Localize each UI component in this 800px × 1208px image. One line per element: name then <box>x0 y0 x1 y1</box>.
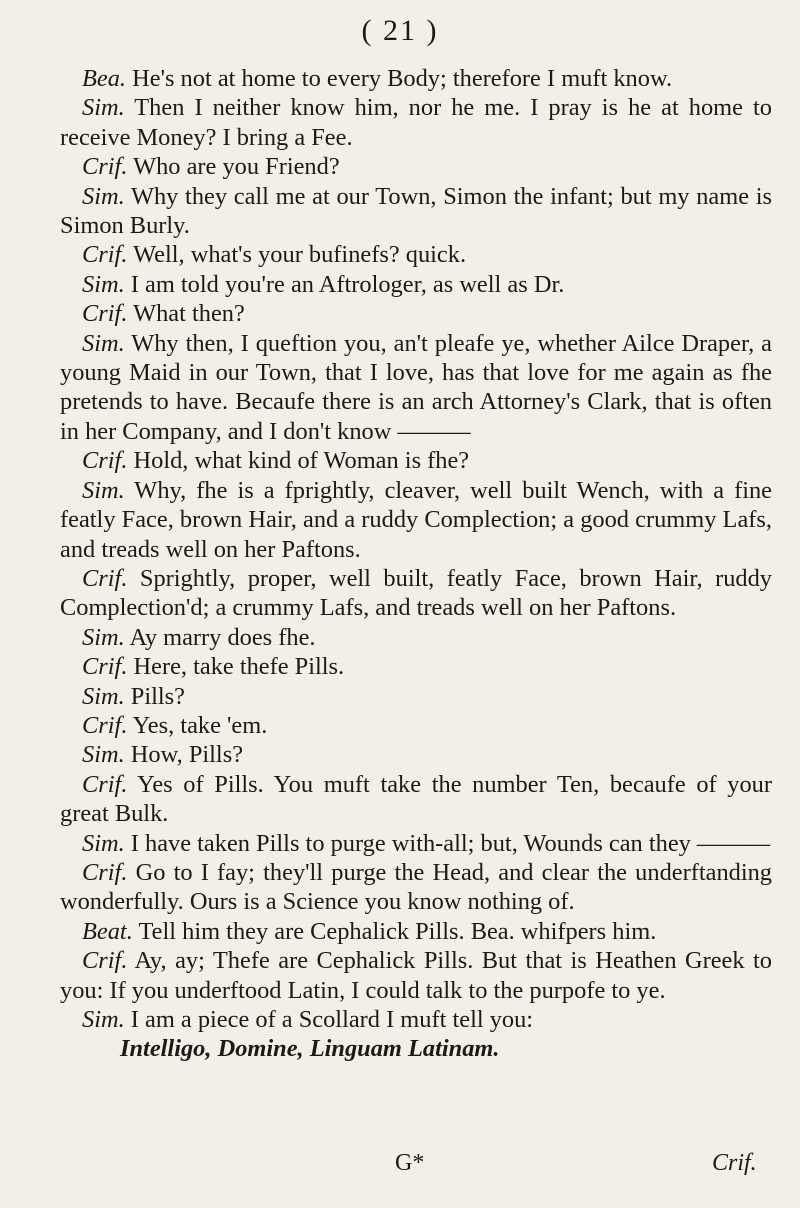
speech-19 <box>60 858 772 917</box>
latin-line: Intelligo, Domine, Linguam Latinam. <box>120 1035 500 1063</box>
speech-1 <box>60 64 772 93</box>
speech-2 <box>60 93 772 152</box>
speaker-name: Crif. <box>82 564 128 592</box>
speech-text: Well, what's your bufinefs? quick. <box>127 241 467 269</box>
speaker-name: Sim. <box>82 623 125 651</box>
speech-text: Ay marry does fhe. <box>124 623 316 651</box>
speech-text: Sprightly, proper, well built, featly Face, brown Hair, ruddy Complection'd; a crummy Lafs, and treads well on her Paftons. <box>60 564 772 622</box>
speech-text: Yes of Pills. You muft take the number Ten, becaufe of your great Bulk. <box>60 770 772 828</box>
speaker-name: Sim. <box>82 1006 125 1033</box>
speech-text: How, Pills? <box>124 741 244 769</box>
speech-6 <box>60 270 772 299</box>
signature-mark: G* <box>395 1150 425 1176</box>
speech-text: I have taken Pills to purge with-all; but, Wounds can they ——— <box>124 829 771 857</box>
speech-11 <box>60 564 772 623</box>
speaker-name: Sim. <box>82 741 125 769</box>
speaker-name: Crif. <box>82 447 128 475</box>
catchword: Crif. <box>712 1150 757 1176</box>
page-number: ( 21 ) <box>361 14 439 47</box>
speaker-name: Crif. <box>82 770 128 798</box>
speech-text: Why then, I queftion you, an't pleafe ye, whether Ailce Draper, a young Maid in our Town, that I love, has that love for me again as fhe pretends to have. Becaufe there is an arch Attorney's Clark, that is often in her Company, and I don't know ——— <box>60 329 772 445</box>
speaker-name: Crif. <box>82 653 128 681</box>
speech-8 <box>60 329 772 447</box>
speaker-name: Sim. <box>82 829 125 857</box>
speech-text: Tell him they are Cephalick Pills. Bea. whifpers him. <box>132 917 657 945</box>
speech-18 <box>60 829 772 858</box>
speech-text: Why, fhe is a fprightly, cleaver, well built Wench, with a fine featly Face, brown Hair, and a ruddy Complection; a good crummy Lafs, and treads well on her Paftons. <box>60 476 772 563</box>
speech-5 <box>60 240 772 269</box>
speaker-name: Crif. <box>82 153 128 181</box>
speech-9 <box>60 446 772 475</box>
speech-3 <box>60 152 772 181</box>
speaker-name: Crif. <box>82 711 128 739</box>
speech-text: I am a piece of a Scollard I muft tell you: <box>124 1006 534 1033</box>
speaker-name: Sim. <box>82 270 125 298</box>
play-text <box>60 64 772 1064</box>
speaker-name: Crif. <box>82 858 128 886</box>
speech-text: Who are you Friend? <box>127 153 340 181</box>
speech-12 <box>60 623 772 652</box>
speech-20 <box>60 917 772 946</box>
speech-text: Hold, what kind of Woman is fhe? <box>127 447 470 475</box>
speech-13 <box>60 652 772 681</box>
speech-text: Then I neither know him, nor he me. I pray is he at home to receive Money? I bring a Fee. <box>60 94 772 151</box>
speech-15 <box>60 711 772 740</box>
speech-14 <box>60 682 772 711</box>
speaker-name: Crif. <box>82 300 128 328</box>
speaker-name: Beat. <box>82 917 133 945</box>
speaker-name: Sim. <box>82 182 125 210</box>
speech-10 <box>60 476 772 564</box>
speech-text: Pills? <box>124 682 185 710</box>
speaker-name: Crif. <box>82 241 128 269</box>
speech-text: Go to I fay; they'll purge the Head, and clear the underftanding wonderfully. Ours is a Science you know nothing of. <box>60 858 772 916</box>
speech-text: He's not at home to every Body; therefore I muft know. <box>126 65 673 92</box>
speech-text: Ay, ay; Thefe are Cephalick Pills. But that is Heathen Greek to you: If you underftood Latin, I could talk to the purpofe to ye. <box>60 947 772 1004</box>
speech-text: I am told you're an Aftrologer, as well as Dr. <box>124 270 565 298</box>
speech-text: What then? <box>127 300 245 328</box>
speech-17 <box>60 770 772 829</box>
speaker-name: Sim. <box>82 329 125 357</box>
speech-21 <box>60 946 772 1005</box>
speaker-name: Sim. <box>82 94 125 122</box>
speech-16 <box>60 740 772 769</box>
speech-7 <box>60 299 772 328</box>
speech-text: Yes, take 'em. <box>127 711 268 739</box>
speech-text: Why they call me at our Town, Simon the infant; but my name is Simon Burly. <box>60 182 772 240</box>
speech-text: Here, take thefe Pills. <box>127 653 345 681</box>
speaker-name: Sim. <box>82 682 125 710</box>
speaker-name: Bea. <box>82 65 127 92</box>
speaker-name: Crif. <box>82 947 128 975</box>
speech-22 <box>60 1005 772 1034</box>
page-footer <box>0 1150 800 1184</box>
speech-4 <box>60 182 772 241</box>
speaker-name: Sim. <box>82 476 125 504</box>
